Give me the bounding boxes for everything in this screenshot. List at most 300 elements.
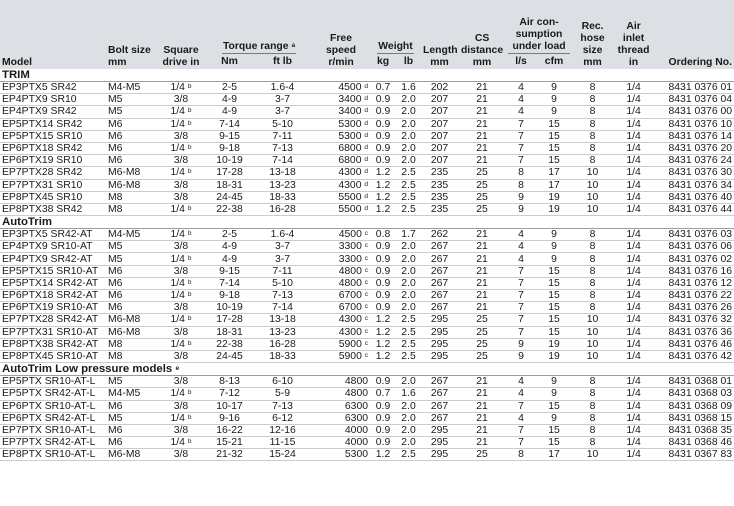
cell-torque-nm: 15-21 bbox=[206, 437, 253, 449]
cell-length: 295 bbox=[421, 437, 458, 449]
table-row bbox=[0, 350, 734, 362]
cell-square-drive: 1/4 $^b$ bbox=[156, 82, 206, 94]
cell-ordering-no: 8431 0376 16 bbox=[654, 265, 734, 277]
cell-torque-ftlb: 12-16 bbox=[253, 424, 312, 436]
cell-cs-distance: 21 bbox=[458, 130, 506, 142]
cell-length: 267 bbox=[421, 265, 458, 277]
cell-model: EP7PTX SR42-AT-L bbox=[0, 437, 106, 449]
cell-free-speed: 4000 bbox=[312, 424, 370, 436]
cell-air-inlet: 1/4 bbox=[613, 376, 654, 388]
cell-weight-lb: 2.0 bbox=[396, 106, 421, 118]
table-row bbox=[0, 167, 734, 179]
header-free-speed: Free speed r/min bbox=[312, 0, 370, 69]
cell-hose-size: 10 bbox=[572, 203, 613, 215]
cell-length: 235 bbox=[421, 191, 458, 203]
cell-air-ls: 9 bbox=[506, 191, 536, 203]
cell-air-ls: 7 bbox=[506, 326, 536, 338]
cell-air-ls: 4 bbox=[506, 82, 536, 94]
cell-bolt-size: M6-M8 bbox=[106, 449, 156, 461]
cell-weight-kg: 0.9 bbox=[370, 265, 396, 277]
cell-hose-size: 8 bbox=[572, 106, 613, 118]
cell-square-drive: 1/4 $^b$ bbox=[156, 167, 206, 179]
cell-free-speed: 6300 bbox=[312, 412, 370, 424]
cell-square-drive: 3/8 bbox=[156, 94, 206, 106]
cell-square-drive: 3/8 bbox=[156, 424, 206, 436]
cell-model: EP8PTX SR10-AT-L bbox=[0, 449, 106, 461]
cell-weight-lb: 2.5 bbox=[396, 203, 421, 215]
header-rec-hose: Rec. hose size mm bbox=[572, 0, 613, 69]
cell-bolt-size: M8 bbox=[106, 350, 156, 362]
header-torque-nm: Nm bbox=[206, 54, 253, 69]
section-title: TRIM bbox=[0, 69, 734, 82]
cell-model: EP8PTX45 SR10-AT bbox=[0, 350, 106, 362]
cell-torque-nm: 4-9 bbox=[206, 106, 253, 118]
cell-air-ls: 7 bbox=[506, 302, 536, 314]
table-row bbox=[0, 179, 734, 191]
cell-length: 295 bbox=[421, 424, 458, 436]
cell-air-inlet: 1/4 bbox=[613, 191, 654, 203]
cell-free-speed: 4500 $^c$ bbox=[312, 229, 370, 241]
cell-bolt-size: M6 bbox=[106, 400, 156, 412]
cell-square-drive: 1/4 $^b$ bbox=[156, 437, 206, 449]
cell-air-inlet: 1/4 bbox=[613, 106, 654, 118]
cell-square-drive: 1/4 $^b$ bbox=[156, 106, 206, 118]
cell-air-inlet: 1/4 bbox=[613, 338, 654, 350]
cell-air-inlet: 1/4 bbox=[613, 412, 654, 424]
cell-model: EP7PTX28 SR42-AT bbox=[0, 314, 106, 326]
cell-length: 295 bbox=[421, 449, 458, 461]
header-air-ls: l/s bbox=[506, 54, 536, 69]
cell-air-cfm: 15 bbox=[536, 277, 572, 289]
cell-weight-kg: 0.9 bbox=[370, 376, 396, 388]
cell-air-ls: 7 bbox=[506, 130, 536, 142]
cell-air-ls: 4 bbox=[506, 412, 536, 424]
cell-air-ls: 4 bbox=[506, 106, 536, 118]
cell-air-inlet: 1/4 bbox=[613, 118, 654, 130]
cell-ordering-no: 8431 0376 46 bbox=[654, 338, 734, 350]
section-header bbox=[0, 216, 734, 229]
cell-torque-ftlb: 5-10 bbox=[253, 277, 312, 289]
cell-model: EP5PTX SR42-AT-L bbox=[0, 388, 106, 400]
cell-weight-lb: 2.5 bbox=[396, 449, 421, 461]
cell-weight-kg: 0.9 bbox=[370, 241, 396, 253]
cell-weight-lb: 2.5 bbox=[396, 191, 421, 203]
cell-hose-size: 8 bbox=[572, 241, 613, 253]
cell-air-cfm: 19 bbox=[536, 203, 572, 215]
cell-torque-ftlb: 7-13 bbox=[253, 400, 312, 412]
cell-hose-size: 8 bbox=[572, 155, 613, 167]
cell-bolt-size: M6 bbox=[106, 130, 156, 142]
cell-ordering-no: 8431 0376 10 bbox=[654, 118, 734, 130]
cell-cs-distance: 25 bbox=[458, 350, 506, 362]
cell-ordering-no: 8431 0376 34 bbox=[654, 179, 734, 191]
cell-square-drive: 1/4 $^b$ bbox=[156, 203, 206, 215]
cell-hose-size: 8 bbox=[572, 265, 613, 277]
cell-torque-ftlb: 7-13 bbox=[253, 142, 312, 154]
cell-air-cfm: 9 bbox=[536, 82, 572, 94]
table-row bbox=[0, 265, 734, 277]
cell-air-inlet: 1/4 bbox=[613, 302, 654, 314]
cell-weight-kg: 1.2 bbox=[370, 167, 396, 179]
cell-cs-distance: 21 bbox=[458, 253, 506, 265]
cell-torque-nm: 7-14 bbox=[206, 118, 253, 130]
cell-weight-kg: 1.2 bbox=[370, 203, 396, 215]
cell-ordering-no: 8431 0376 20 bbox=[654, 142, 734, 154]
table-row bbox=[0, 290, 734, 302]
cell-length: 295 bbox=[421, 326, 458, 338]
cell-air-inlet: 1/4 bbox=[613, 314, 654, 326]
header-ordering-no: Ordering No. bbox=[654, 0, 734, 69]
cell-torque-nm: 24-45 bbox=[206, 191, 253, 203]
cell-air-ls: 8 bbox=[506, 167, 536, 179]
cell-length: 207 bbox=[421, 94, 458, 106]
cell-ordering-no: 8431 0368 46 bbox=[654, 437, 734, 449]
cell-torque-ftlb: 7-13 bbox=[253, 290, 312, 302]
cell-length: 202 bbox=[421, 82, 458, 94]
cell-cs-distance: 21 bbox=[458, 277, 506, 289]
table-row bbox=[0, 142, 734, 154]
cell-air-cfm: 19 bbox=[536, 191, 572, 203]
table-body bbox=[0, 69, 734, 461]
cell-air-ls: 4 bbox=[506, 94, 536, 106]
cell-air-ls: 4 bbox=[506, 229, 536, 241]
cell-weight-kg: 1.2 bbox=[370, 326, 396, 338]
cell-ordering-no: 8431 0376 44 bbox=[654, 203, 734, 215]
cell-torque-nm: 22-38 bbox=[206, 203, 253, 215]
cell-weight-lb: 2.0 bbox=[396, 290, 421, 302]
table-row bbox=[0, 229, 734, 241]
cell-air-cfm: 15 bbox=[536, 142, 572, 154]
cell-cs-distance: 21 bbox=[458, 437, 506, 449]
table-row bbox=[0, 191, 734, 203]
cell-cs-distance: 25 bbox=[458, 314, 506, 326]
cell-model: EP4PTX9 SR42-AT bbox=[0, 253, 106, 265]
cell-free-speed: 5500 $^d$ bbox=[312, 203, 370, 215]
cell-air-cfm: 9 bbox=[536, 253, 572, 265]
cell-cs-distance: 25 bbox=[458, 203, 506, 215]
table-row bbox=[0, 203, 734, 215]
cell-square-drive: 1/4 $^b$ bbox=[156, 314, 206, 326]
header-air-inlet: Air inlet thread in bbox=[613, 0, 654, 69]
cell-torque-nm: 10-19 bbox=[206, 155, 253, 167]
cell-bolt-size: M6 bbox=[106, 142, 156, 154]
header-weight-kg: kg bbox=[370, 54, 396, 69]
cell-free-speed: 4300 $^c$ bbox=[312, 326, 370, 338]
cell-square-drive: 1/4 $^b$ bbox=[156, 277, 206, 289]
cell-hose-size: 10 bbox=[572, 449, 613, 461]
cell-torque-ftlb: 7-11 bbox=[253, 130, 312, 142]
cell-torque-nm: 22-38 bbox=[206, 338, 253, 350]
cell-free-speed: 3300 $^c$ bbox=[312, 241, 370, 253]
cell-length: 207 bbox=[421, 106, 458, 118]
cell-torque-ftlb: 13-23 bbox=[253, 326, 312, 338]
cell-length: 267 bbox=[421, 412, 458, 424]
cell-weight-lb: 2.0 bbox=[396, 155, 421, 167]
cell-cs-distance: 21 bbox=[458, 241, 506, 253]
cell-length: 207 bbox=[421, 118, 458, 130]
cell-air-ls: 7 bbox=[506, 118, 536, 130]
cell-square-drive: 1/4 $^b$ bbox=[156, 253, 206, 265]
header-air-cfm: cfm bbox=[536, 54, 572, 69]
header-torque-ftlb: ft lb bbox=[253, 54, 312, 69]
cell-hose-size: 10 bbox=[572, 326, 613, 338]
cell-air-inlet: 1/4 bbox=[613, 253, 654, 265]
cell-weight-lb: 2.0 bbox=[396, 142, 421, 154]
cell-weight-kg: 0.9 bbox=[370, 437, 396, 449]
section-header bbox=[0, 69, 734, 82]
cell-torque-ftlb: 3-7 bbox=[253, 94, 312, 106]
cell-ordering-no: 8431 0376 36 bbox=[654, 326, 734, 338]
table-row bbox=[0, 130, 734, 142]
cell-torque-nm: 17-28 bbox=[206, 167, 253, 179]
cell-model: EP7PTX31 SR10 bbox=[0, 179, 106, 191]
table-row bbox=[0, 314, 734, 326]
cell-cs-distance: 25 bbox=[458, 326, 506, 338]
cell-model: EP8PTX38 SR42-AT bbox=[0, 338, 106, 350]
cell-hose-size: 8 bbox=[572, 302, 613, 314]
cell-square-drive: 3/8 bbox=[156, 326, 206, 338]
cell-torque-nm: 9-18 bbox=[206, 290, 253, 302]
cell-square-drive: 1/4 $^b$ bbox=[156, 388, 206, 400]
cell-torque-ftlb: 18-33 bbox=[253, 191, 312, 203]
cell-torque-nm: 21-32 bbox=[206, 449, 253, 461]
cell-hose-size: 8 bbox=[572, 130, 613, 142]
cell-free-speed: 4800 $^c$ bbox=[312, 265, 370, 277]
cell-torque-nm: 18-31 bbox=[206, 326, 253, 338]
cell-air-cfm: 15 bbox=[536, 437, 572, 449]
cell-square-drive: 1/4 $^b$ bbox=[156, 229, 206, 241]
cell-weight-kg: 0.9 bbox=[370, 302, 396, 314]
cell-hose-size: 8 bbox=[572, 412, 613, 424]
cell-air-cfm: 19 bbox=[536, 350, 572, 362]
cell-hose-size: 10 bbox=[572, 179, 613, 191]
cell-bolt-size: M4-M5 bbox=[106, 388, 156, 400]
cell-model: EP5PTX14 SR42 bbox=[0, 118, 106, 130]
cell-model: EP6PTX19 SR10-AT bbox=[0, 302, 106, 314]
header-weight: Weight bbox=[370, 0, 421, 54]
cell-bolt-size: M6 bbox=[106, 277, 156, 289]
cell-air-inlet: 1/4 bbox=[613, 130, 654, 142]
cell-length: 235 bbox=[421, 167, 458, 179]
cell-torque-nm: 2-5 bbox=[206, 229, 253, 241]
cell-air-cfm: 9 bbox=[536, 229, 572, 241]
cell-length: 267 bbox=[421, 290, 458, 302]
cell-air-cfm: 15 bbox=[536, 314, 572, 326]
table-row bbox=[0, 338, 734, 350]
cell-free-speed: 6700 $^c$ bbox=[312, 290, 370, 302]
cell-model: EP5PTX SR10-AT-L bbox=[0, 376, 106, 388]
cell-air-inlet: 1/4 bbox=[613, 290, 654, 302]
cell-model: EP5PTX15 SR10-AT bbox=[0, 265, 106, 277]
cell-free-speed: 4000 bbox=[312, 437, 370, 449]
cell-cs-distance: 25 bbox=[458, 338, 506, 350]
cell-bolt-size: M6 bbox=[106, 302, 156, 314]
header-weight-lb: lb bbox=[396, 54, 421, 69]
cell-free-speed: 4300 $^d$ bbox=[312, 179, 370, 191]
cell-free-speed: 4300 $^c$ bbox=[312, 314, 370, 326]
cell-ordering-no: 8431 0368 15 bbox=[654, 412, 734, 424]
cell-ordering-no: 8431 0376 32 bbox=[654, 314, 734, 326]
table-row bbox=[0, 437, 734, 449]
cell-length: 267 bbox=[421, 253, 458, 265]
cell-weight-lb: 2.0 bbox=[396, 265, 421, 277]
cell-torque-nm: 10-17 bbox=[206, 400, 253, 412]
cell-hose-size: 10 bbox=[572, 314, 613, 326]
cell-weight-lb: 2.0 bbox=[396, 376, 421, 388]
cell-air-cfm: 19 bbox=[536, 338, 572, 350]
cell-weight-kg: 1.2 bbox=[370, 314, 396, 326]
cell-free-speed: 3300 $^c$ bbox=[312, 253, 370, 265]
cell-air-inlet: 1/4 bbox=[613, 179, 654, 191]
cell-air-cfm: 9 bbox=[536, 388, 572, 400]
cell-weight-lb: 2.5 bbox=[396, 167, 421, 179]
cell-hose-size: 8 bbox=[572, 290, 613, 302]
cell-length: 267 bbox=[421, 302, 458, 314]
cell-weight-lb: 1.7 bbox=[396, 229, 421, 241]
cell-free-speed: 6800 $^d$ bbox=[312, 155, 370, 167]
cell-air-inlet: 1/4 bbox=[613, 142, 654, 154]
cell-air-cfm: 9 bbox=[536, 106, 572, 118]
cell-free-speed: 6800 $^d$ bbox=[312, 142, 370, 154]
cell-air-cfm: 17 bbox=[536, 167, 572, 179]
cell-weight-kg: 0.8 bbox=[370, 229, 396, 241]
cell-length: 295 bbox=[421, 350, 458, 362]
cell-ordering-no: 8431 0376 30 bbox=[654, 167, 734, 179]
cell-free-speed: 4800 bbox=[312, 388, 370, 400]
cell-weight-kg: 0.9 bbox=[370, 106, 396, 118]
cell-weight-lb: 2.5 bbox=[396, 326, 421, 338]
cell-weight-lb: 1.6 bbox=[396, 82, 421, 94]
cell-length: 267 bbox=[421, 277, 458, 289]
cell-length: 235 bbox=[421, 179, 458, 191]
cell-bolt-size: M6-M8 bbox=[106, 179, 156, 191]
cell-length: 295 bbox=[421, 314, 458, 326]
cell-length: 207 bbox=[421, 130, 458, 142]
cell-bolt-size: M6-M8 bbox=[106, 326, 156, 338]
cell-air-ls: 7 bbox=[506, 437, 536, 449]
cell-model: EP7PTX28 SR42 bbox=[0, 167, 106, 179]
cell-cs-distance: 21 bbox=[458, 106, 506, 118]
cell-model: EP7PTX31 SR10-AT bbox=[0, 326, 106, 338]
cell-free-speed: 5300 $^d$ bbox=[312, 130, 370, 142]
cell-model: EP6PTX SR42-AT-L bbox=[0, 412, 106, 424]
cell-bolt-size: M5 bbox=[106, 94, 156, 106]
cell-free-speed: 4800 $^c$ bbox=[312, 277, 370, 289]
cell-length: 207 bbox=[421, 142, 458, 154]
cell-air-ls: 4 bbox=[506, 376, 536, 388]
cell-bolt-size: M6-M8 bbox=[106, 167, 156, 179]
cell-square-drive: 3/8 bbox=[156, 350, 206, 362]
cell-bolt-size: M8 bbox=[106, 191, 156, 203]
cell-ordering-no: 8431 0376 14 bbox=[654, 130, 734, 142]
cell-square-drive: 3/8 bbox=[156, 449, 206, 461]
cell-weight-lb: 2.0 bbox=[396, 400, 421, 412]
cell-weight-kg: 0.9 bbox=[370, 277, 396, 289]
cell-bolt-size: M6 bbox=[106, 265, 156, 277]
cell-length: 235 bbox=[421, 203, 458, 215]
cell-bolt-size: M4-M5 bbox=[106, 82, 156, 94]
cell-length: 267 bbox=[421, 400, 458, 412]
cell-air-ls: 7 bbox=[506, 265, 536, 277]
table-row bbox=[0, 424, 734, 436]
cell-free-speed: 4300 $^d$ bbox=[312, 167, 370, 179]
cell-hose-size: 10 bbox=[572, 167, 613, 179]
cell-length: 267 bbox=[421, 388, 458, 400]
table-row bbox=[0, 253, 734, 265]
cell-air-cfm: 15 bbox=[536, 130, 572, 142]
cell-weight-kg: 0.9 bbox=[370, 142, 396, 154]
table-row bbox=[0, 302, 734, 314]
cell-free-speed: 5500 $^d$ bbox=[312, 191, 370, 203]
cell-weight-lb: 2.0 bbox=[396, 130, 421, 142]
table-row bbox=[0, 277, 734, 289]
cell-torque-ftlb: 7-11 bbox=[253, 265, 312, 277]
cell-hose-size: 10 bbox=[572, 350, 613, 362]
cell-torque-ftlb: 16-28 bbox=[253, 338, 312, 350]
cell-air-ls: 4 bbox=[506, 388, 536, 400]
cell-bolt-size: M5 bbox=[106, 241, 156, 253]
cell-model: EP4PTX9 SR10-AT bbox=[0, 241, 106, 253]
cell-weight-lb: 2.0 bbox=[396, 412, 421, 424]
cell-model: EP4PTX9 SR42 bbox=[0, 106, 106, 118]
cell-free-speed: 6300 bbox=[312, 400, 370, 412]
cell-air-inlet: 1/4 bbox=[613, 203, 654, 215]
section-header bbox=[0, 363, 734, 376]
cell-ordering-no: 8431 0367 83 bbox=[654, 449, 734, 461]
cell-weight-kg: 0.9 bbox=[370, 253, 396, 265]
cell-bolt-size: M6-M8 bbox=[106, 314, 156, 326]
cell-torque-ftlb: 13-18 bbox=[253, 314, 312, 326]
cell-cs-distance: 21 bbox=[458, 155, 506, 167]
cell-weight-kg: 1.2 bbox=[370, 191, 396, 203]
cell-model: EP8PTX45 SR10 bbox=[0, 191, 106, 203]
cell-torque-nm: 7-14 bbox=[206, 277, 253, 289]
cell-bolt-size: M6 bbox=[106, 437, 156, 449]
cell-model: EP6PTX SR10-AT-L bbox=[0, 400, 106, 412]
cell-model: EP6PTX19 SR10 bbox=[0, 155, 106, 167]
cell-torque-ftlb: 16-28 bbox=[253, 203, 312, 215]
cell-torque-ftlb: 11-15 bbox=[253, 437, 312, 449]
cell-cs-distance: 21 bbox=[458, 424, 506, 436]
cell-weight-lb: 2.0 bbox=[396, 277, 421, 289]
cell-ordering-no: 8431 0376 40 bbox=[654, 191, 734, 203]
cell-hose-size: 8 bbox=[572, 277, 613, 289]
cell-air-inlet: 1/4 bbox=[613, 424, 654, 436]
cell-air-ls: 7 bbox=[506, 290, 536, 302]
cell-torque-nm: 17-28 bbox=[206, 314, 253, 326]
cell-torque-nm: 4-9 bbox=[206, 253, 253, 265]
cell-air-cfm: 15 bbox=[536, 400, 572, 412]
cell-free-speed: 6700 $^c$ bbox=[312, 302, 370, 314]
cell-torque-nm: 7-12 bbox=[206, 388, 253, 400]
cell-hose-size: 8 bbox=[572, 82, 613, 94]
cell-bolt-size: M5 bbox=[106, 106, 156, 118]
cell-weight-kg: 0.9 bbox=[370, 94, 396, 106]
table-row bbox=[0, 326, 734, 338]
header-length: Length mm bbox=[421, 0, 458, 69]
cell-cs-distance: 25 bbox=[458, 449, 506, 461]
cell-torque-nm: 24-45 bbox=[206, 350, 253, 362]
cell-length: 267 bbox=[421, 376, 458, 388]
cell-ordering-no: 8431 0376 12 bbox=[654, 277, 734, 289]
cell-ordering-no: 8431 0376 00 bbox=[654, 106, 734, 118]
cell-weight-kg: 0.9 bbox=[370, 290, 396, 302]
cell-torque-ftlb: 13-23 bbox=[253, 179, 312, 191]
cell-torque-nm: 2-5 bbox=[206, 82, 253, 94]
cell-air-inlet: 1/4 bbox=[613, 437, 654, 449]
cell-air-inlet: 1/4 bbox=[613, 82, 654, 94]
cell-hose-size: 8 bbox=[572, 94, 613, 106]
